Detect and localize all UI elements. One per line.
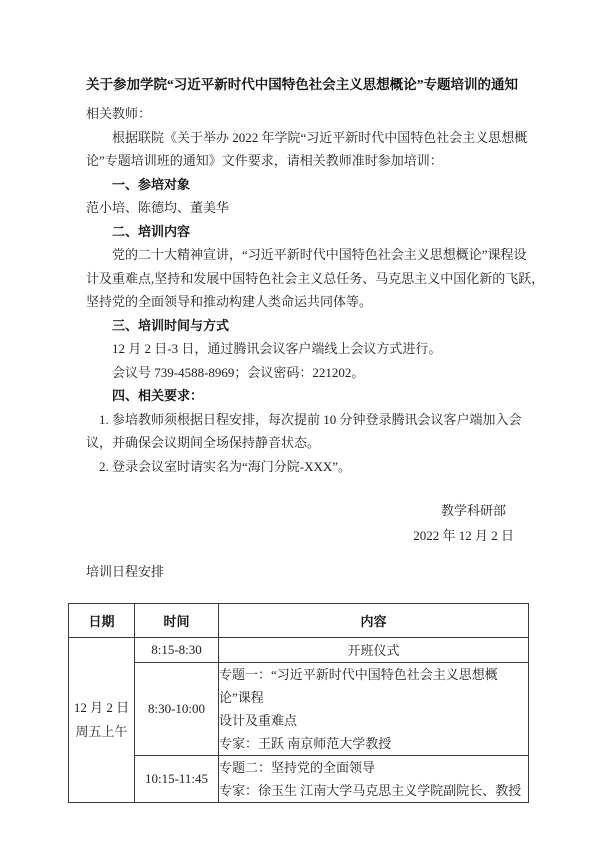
requirement-1-line-1: 1. 参培教师须根据日程安排，每次提前 10 分钟登录腾讯会议客户端加入会 <box>99 411 522 427</box>
table-row <box>69 662 529 755</box>
content-cell <box>219 662 529 755</box>
section-4-heading: 四、相关要求： <box>112 388 204 403</box>
table-header-date: 日期 <box>69 603 135 637</box>
date-line-1: 12 月 2 日 <box>73 699 130 715</box>
content-cell: 开班仪式 <box>219 637 529 662</box>
signature-department: 教学科研部 <box>440 503 506 518</box>
schedule-heading: 培训日程安排 <box>86 564 165 579</box>
table-header-row <box>69 603 529 637</box>
training-content-line-2: 计及重难点,坚持和发展中国特色社会主义总任务、马克思主义中国化新的飞跃， <box>86 270 545 286</box>
intro-line-1: 根据联院《关于举办 2022 年学院“习近平新时代中国特色社会主义思想概 <box>112 129 528 145</box>
signature-date: 2022 年 12 月 2 日 <box>413 528 514 543</box>
notice-title: 关于参加学院“习近平新时代中国特色社会主义思想概论”专题培训的通知 <box>86 77 518 92</box>
intro-line-2: 论”专题培训班的通知》文件要求，请相关教师准时参加培训： <box>86 153 443 168</box>
time-cell: 8:15-8:30 <box>135 637 219 662</box>
schedule-table <box>68 603 529 803</box>
section-1-heading: 一、参培对象 <box>112 176 191 192</box>
signature-block <box>86 498 514 548</box>
table-row <box>69 637 529 662</box>
training-content-line-1: 党的二十大精神宣讲，“习近平新时代中国特色社会主义思想概论”课程设 <box>112 247 527 262</box>
section-3-heading: 三、培训时间与方式 <box>112 317 230 333</box>
table-header-content: 内容 <box>219 603 529 637</box>
meeting-time-line: 12 月 2 日-3 日，通过腾讯会议客户端线上会议方式进行。 <box>112 341 442 356</box>
date-cell <box>69 637 135 802</box>
trainee-names: 范小培、陈德均、董美华 <box>86 200 230 215</box>
table-header-time: 时间 <box>135 603 219 637</box>
requirement-2: 2. 登录会议室时请实名为“海门分院-XXX”。 <box>99 458 352 474</box>
content-cell <box>219 755 529 802</box>
meeting-id-line: 会议号 739-4588-8969；会议密码：221202。 <box>112 364 365 380</box>
session-line: 设计及重难点 <box>219 712 298 728</box>
salutation: 相关教师： <box>86 106 152 121</box>
training-content-line-3: 坚持党的全面领导和推动构建人类命运共同体等。 <box>86 294 373 309</box>
time-cell: 8:30-10:00 <box>135 662 219 755</box>
section-2-heading: 二、培训内容 <box>112 223 191 239</box>
session-line: 专家：王跃 南京师范大学教授 <box>219 735 392 751</box>
table-row <box>69 755 529 802</box>
time-cell: 10:15-11:45 <box>135 755 219 802</box>
date-line-2: 周五上午 <box>75 723 128 739</box>
session-line: 专家：徐玉生 江南大学马克思主义学院副院长、教授 <box>219 782 522 798</box>
session-line: 专题二：坚持党的全面领导 <box>219 759 376 775</box>
session-line: 专题一：“习近平新时代中国特色社会主义思想概论”课程 <box>219 666 498 705</box>
requirement-1-line-2: 议，并确保会议期间全场保持静音状态。 <box>86 435 321 450</box>
